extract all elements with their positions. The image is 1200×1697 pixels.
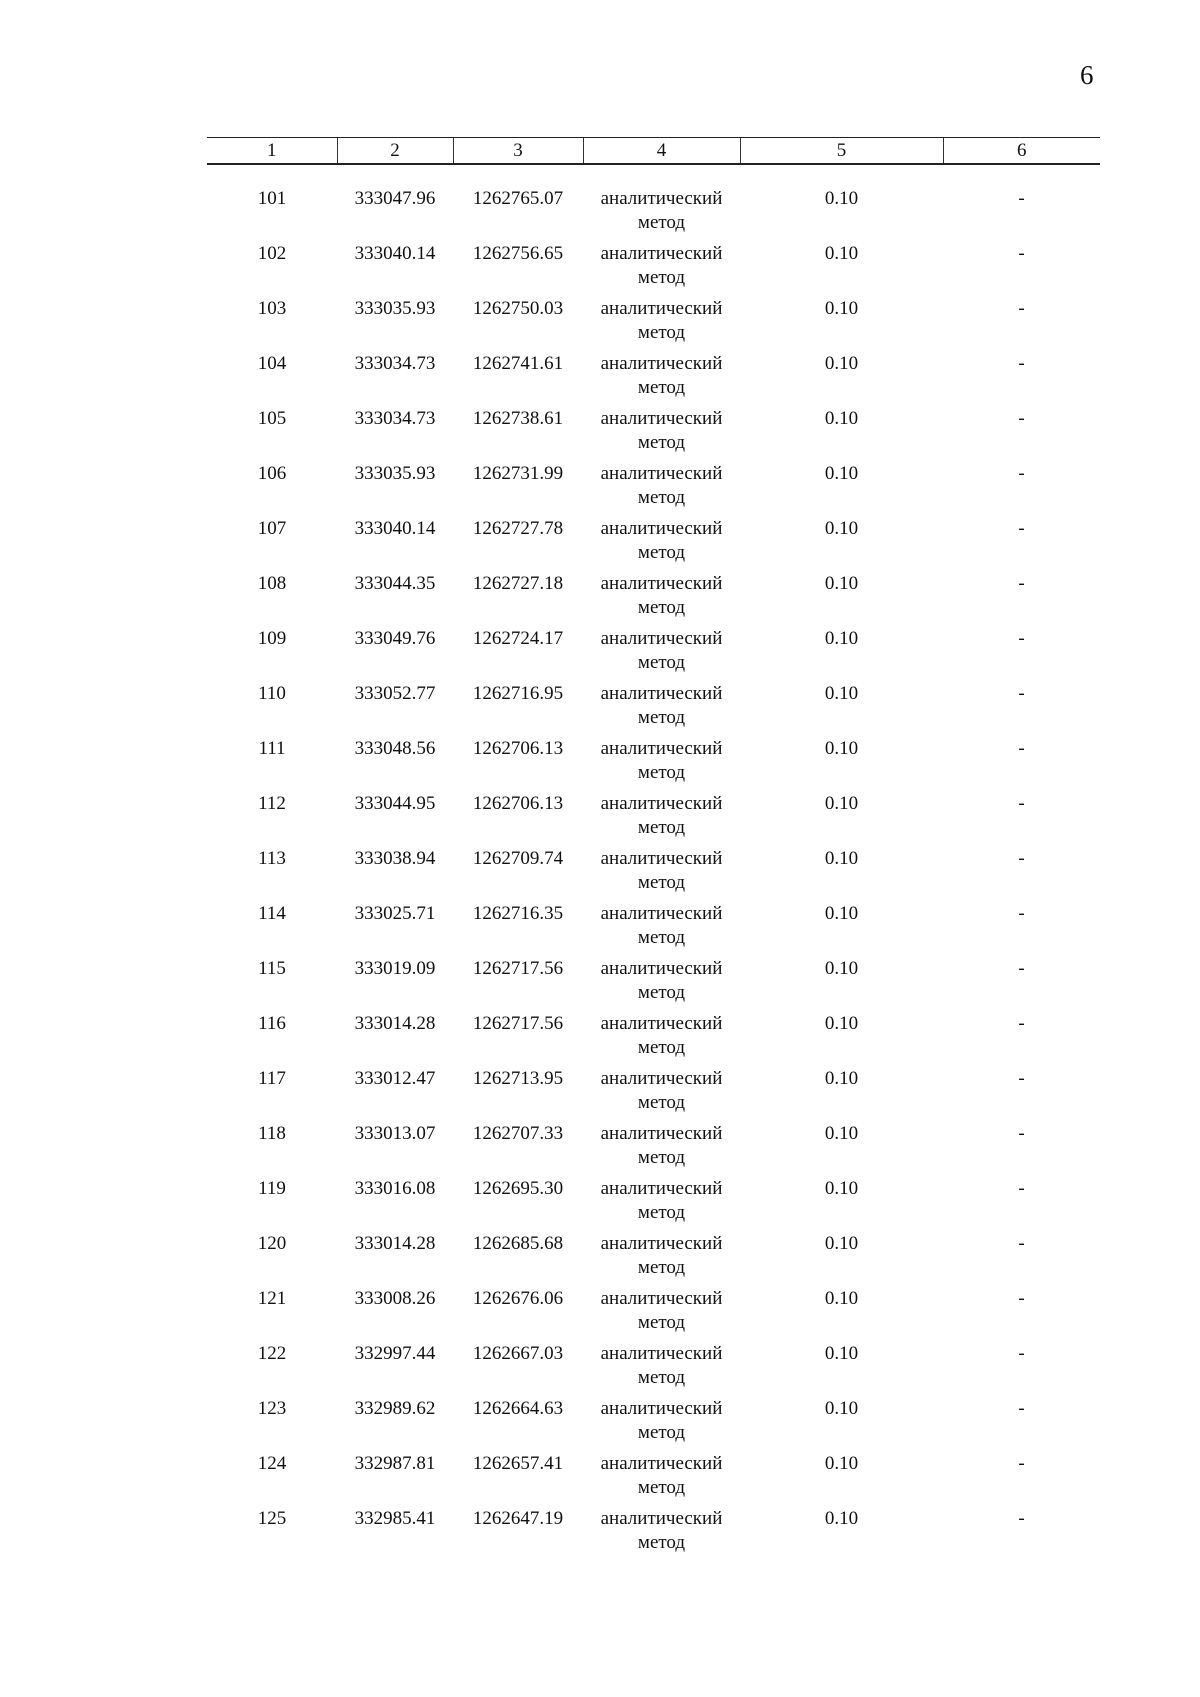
method-line-1: аналитический bbox=[600, 1233, 723, 1254]
accuracy-cell: 0.10 bbox=[824, 1508, 859, 1529]
method-line-2: метод bbox=[637, 872, 686, 893]
note-cell: - bbox=[1018, 958, 1025, 979]
point-number-cell: 102 bbox=[257, 243, 287, 264]
method-line-1: аналитический bbox=[600, 793, 723, 814]
note-cell: - bbox=[1018, 573, 1025, 594]
y-coordinate-cell: 1262727.78 bbox=[472, 518, 564, 539]
method-line-2: метод bbox=[637, 377, 686, 398]
method-line-2: метод bbox=[637, 1037, 686, 1058]
table-row bbox=[207, 627, 1100, 682]
accuracy-cell: 0.10 bbox=[824, 1123, 859, 1144]
method-line-1: аналитический bbox=[600, 573, 723, 594]
accuracy-cell: 0.10 bbox=[824, 1453, 859, 1474]
accuracy-cell: 0.10 bbox=[824, 243, 859, 264]
method-line-2: метод bbox=[637, 1202, 686, 1223]
method-cell bbox=[583, 1122, 740, 1177]
y-coordinate-cell: 1262706.13 bbox=[472, 738, 564, 759]
point-number-cell: 123 bbox=[257, 1398, 287, 1419]
method-line-1: аналитический bbox=[600, 1123, 723, 1144]
column-header: 5 bbox=[740, 138, 943, 165]
x-coordinate-cell: 332989.62 bbox=[354, 1398, 436, 1419]
method-line-1: аналитический bbox=[600, 1508, 723, 1529]
x-coordinate-cell: 333014.28 bbox=[354, 1233, 436, 1254]
method-cell bbox=[583, 682, 740, 737]
point-number-cell: 121 bbox=[257, 1288, 287, 1309]
method-line-1: аналитический bbox=[600, 188, 723, 209]
point-number-cell: 119 bbox=[258, 1178, 286, 1199]
method-cell bbox=[583, 1177, 740, 1232]
point-number-cell: 122 bbox=[257, 1343, 287, 1364]
page-number: 6 bbox=[1080, 60, 1094, 90]
method-cell bbox=[583, 1012, 740, 1067]
method-line-2: метод bbox=[637, 267, 686, 288]
x-coordinate-cell: 333016.08 bbox=[354, 1178, 436, 1199]
point-number-cell: 104 bbox=[257, 353, 287, 374]
point-number-cell: 114 bbox=[258, 903, 286, 924]
method-line-2: метод bbox=[637, 542, 686, 563]
method-line-2: метод bbox=[637, 762, 686, 783]
point-number-cell: 110 bbox=[258, 683, 286, 704]
method-line-1: аналитический bbox=[600, 1288, 723, 1309]
y-coordinate-cell: 1262765.07 bbox=[472, 188, 564, 209]
method-cell bbox=[583, 352, 740, 407]
accuracy-cell: 0.10 bbox=[824, 903, 859, 924]
method-line-1: аналитический bbox=[600, 243, 723, 264]
point-number-cell: 112 bbox=[258, 793, 286, 814]
method-line-2: метод bbox=[637, 652, 686, 673]
note-cell: - bbox=[1018, 738, 1025, 759]
table-row bbox=[207, 352, 1100, 407]
note-cell: - bbox=[1018, 1398, 1025, 1419]
table-row bbox=[207, 737, 1100, 792]
point-number-cell: 107 bbox=[257, 518, 287, 539]
note-cell: - bbox=[1018, 1013, 1025, 1034]
note-cell: - bbox=[1018, 1288, 1025, 1309]
x-coordinate-cell: 333040.14 bbox=[354, 243, 436, 264]
x-coordinate-cell: 333013.07 bbox=[354, 1123, 436, 1144]
column-header: 4 bbox=[583, 138, 740, 165]
table-row bbox=[207, 1012, 1100, 1067]
method-cell bbox=[583, 1507, 740, 1562]
y-coordinate-cell: 1262727.18 bbox=[472, 573, 564, 594]
note-cell: - bbox=[1018, 683, 1025, 704]
method-line-1: аналитический bbox=[600, 353, 723, 374]
method-line-1: аналитический bbox=[600, 1068, 723, 1089]
method-cell bbox=[583, 792, 740, 847]
y-coordinate-cell: 1262647.19 bbox=[472, 1508, 564, 1529]
y-coordinate-cell: 1262738.61 bbox=[472, 408, 564, 429]
note-cell: - bbox=[1018, 408, 1025, 429]
accuracy-cell: 0.10 bbox=[824, 298, 859, 319]
note-cell: - bbox=[1018, 243, 1025, 264]
accuracy-cell: 0.10 bbox=[824, 1178, 859, 1199]
table-row bbox=[207, 792, 1100, 847]
table-row bbox=[207, 1177, 1100, 1232]
x-coordinate-cell: 333019.09 bbox=[354, 958, 436, 979]
method-cell bbox=[583, 187, 740, 242]
x-coordinate-cell: 333052.77 bbox=[354, 683, 436, 704]
x-coordinate-cell: 332997.44 bbox=[354, 1343, 436, 1364]
x-coordinate-cell: 333012.47 bbox=[354, 1068, 436, 1089]
y-coordinate-cell: 1262724.17 bbox=[472, 628, 564, 649]
note-cell: - bbox=[1018, 848, 1025, 869]
point-number-cell: 111 bbox=[258, 738, 286, 759]
accuracy-cell: 0.10 bbox=[824, 353, 859, 374]
x-coordinate-cell: 333040.14 bbox=[354, 518, 436, 539]
y-coordinate-cell: 1262667.03 bbox=[472, 1343, 564, 1364]
x-coordinate-cell: 333048.56 bbox=[354, 738, 436, 759]
x-coordinate-cell: 333034.73 bbox=[354, 408, 436, 429]
point-number-cell: 120 bbox=[257, 1233, 287, 1254]
note-cell: - bbox=[1018, 1453, 1025, 1474]
method-line-1: аналитический bbox=[600, 463, 723, 484]
method-line-1: аналитический bbox=[600, 958, 723, 979]
point-number-cell: 115 bbox=[258, 958, 286, 979]
x-coordinate-cell: 333035.93 bbox=[354, 463, 436, 484]
table-row bbox=[207, 517, 1100, 572]
y-coordinate-cell: 1262741.61 bbox=[472, 353, 564, 374]
accuracy-cell: 0.10 bbox=[824, 463, 859, 484]
method-line-2: метод bbox=[637, 1257, 686, 1278]
method-cell bbox=[583, 407, 740, 462]
method-line-1: аналитический bbox=[600, 408, 723, 429]
accuracy-cell: 0.10 bbox=[824, 1068, 859, 1089]
note-cell: - bbox=[1018, 1343, 1025, 1364]
table-row bbox=[207, 1067, 1100, 1122]
x-coordinate-cell: 333035.93 bbox=[354, 298, 436, 319]
method-line-2: метод bbox=[637, 597, 686, 618]
y-coordinate-cell: 1262716.95 bbox=[472, 683, 564, 704]
method-line-2: метод bbox=[637, 1092, 686, 1113]
table-row bbox=[207, 902, 1100, 957]
y-coordinate-cell: 1262695.30 bbox=[472, 1178, 564, 1199]
y-coordinate-cell: 1262676.06 bbox=[472, 1288, 564, 1309]
method-cell bbox=[583, 297, 740, 352]
note-cell: - bbox=[1018, 628, 1025, 649]
method-line-1: аналитический bbox=[600, 298, 723, 319]
coordinates-table bbox=[207, 137, 1100, 1562]
point-number-cell: 125 bbox=[257, 1508, 287, 1529]
x-coordinate-cell: 332987.81 bbox=[354, 1453, 436, 1474]
method-cell bbox=[583, 627, 740, 682]
note-cell: - bbox=[1018, 1178, 1025, 1199]
accuracy-cell: 0.10 bbox=[824, 683, 859, 704]
table-row bbox=[207, 187, 1100, 242]
x-coordinate-cell: 333049.76 bbox=[354, 628, 436, 649]
point-number-cell: 109 bbox=[257, 628, 287, 649]
note-cell: - bbox=[1018, 463, 1025, 484]
accuracy-cell: 0.10 bbox=[824, 1288, 859, 1309]
accuracy-cell: 0.10 bbox=[824, 738, 859, 759]
method-line-2: метод bbox=[637, 707, 686, 728]
table-row bbox=[207, 1507, 1100, 1562]
method-cell bbox=[583, 957, 740, 1012]
y-coordinate-cell: 1262709.74 bbox=[472, 848, 564, 869]
method-line-1: аналитический bbox=[600, 848, 723, 869]
y-coordinate-cell: 1262750.03 bbox=[472, 298, 564, 319]
note-cell: - bbox=[1018, 188, 1025, 209]
accuracy-cell: 0.10 bbox=[824, 188, 859, 209]
table-row bbox=[207, 407, 1100, 462]
method-cell bbox=[583, 462, 740, 517]
note-cell: - bbox=[1018, 1123, 1025, 1144]
table-row bbox=[207, 1342, 1100, 1397]
y-coordinate-cell: 1262717.56 bbox=[472, 958, 564, 979]
column-header: 6 bbox=[943, 138, 1100, 165]
method-line-1: аналитический bbox=[600, 738, 723, 759]
point-number-cell: 118 bbox=[258, 1123, 286, 1144]
table-header-row bbox=[207, 138, 1100, 165]
table-row bbox=[207, 242, 1100, 297]
method-cell bbox=[583, 1452, 740, 1507]
method-cell bbox=[583, 737, 740, 792]
point-number-cell: 101 bbox=[257, 188, 287, 209]
point-number-cell: 124 bbox=[257, 1453, 287, 1474]
method-line-2: метод bbox=[637, 1312, 686, 1333]
accuracy-cell: 0.10 bbox=[824, 1013, 859, 1034]
note-cell: - bbox=[1018, 1233, 1025, 1254]
x-coordinate-cell: 333025.71 bbox=[354, 903, 436, 924]
method-line-2: метод bbox=[637, 927, 686, 948]
method-line-1: аналитический bbox=[600, 1398, 723, 1419]
method-line-1: аналитический bbox=[600, 628, 723, 649]
point-number-cell: 105 bbox=[257, 408, 287, 429]
y-coordinate-cell: 1262756.65 bbox=[472, 243, 564, 264]
table-row bbox=[207, 462, 1100, 517]
method-line-2: метод bbox=[637, 487, 686, 508]
method-cell bbox=[583, 1342, 740, 1397]
table-row bbox=[207, 1287, 1100, 1342]
point-number-cell: 103 bbox=[257, 298, 287, 319]
method-line-2: метод bbox=[637, 1422, 686, 1443]
point-number-cell: 113 bbox=[258, 848, 286, 869]
accuracy-cell: 0.10 bbox=[824, 793, 859, 814]
note-cell: - bbox=[1018, 298, 1025, 319]
column-header: 3 bbox=[453, 138, 583, 165]
column-header: 1 bbox=[207, 138, 337, 165]
accuracy-cell: 0.10 bbox=[824, 1233, 859, 1254]
table-row bbox=[207, 682, 1100, 737]
accuracy-cell: 0.10 bbox=[824, 958, 859, 979]
table-row bbox=[207, 297, 1100, 352]
method-line-2: метод bbox=[637, 1532, 686, 1553]
accuracy-cell: 0.10 bbox=[824, 628, 859, 649]
method-cell bbox=[583, 242, 740, 297]
note-cell: - bbox=[1018, 1508, 1025, 1529]
point-number-cell: 116 bbox=[258, 1013, 286, 1034]
method-line-1: аналитический bbox=[600, 1013, 723, 1034]
method-line-2: метод bbox=[637, 817, 686, 838]
method-cell bbox=[583, 847, 740, 902]
table-row bbox=[207, 1452, 1100, 1507]
method-cell bbox=[583, 1232, 740, 1287]
y-coordinate-cell: 1262685.68 bbox=[472, 1233, 564, 1254]
point-number-cell: 108 bbox=[257, 573, 287, 594]
method-line-2: метод bbox=[637, 1367, 686, 1388]
method-line-1: аналитический bbox=[600, 1343, 723, 1364]
y-coordinate-cell: 1262716.35 bbox=[472, 903, 564, 924]
note-cell: - bbox=[1018, 353, 1025, 374]
method-line-2: метод bbox=[637, 1477, 686, 1498]
y-coordinate-cell: 1262664.63 bbox=[472, 1398, 564, 1419]
x-coordinate-cell: 333044.35 bbox=[354, 573, 436, 594]
method-line-2: метод bbox=[637, 982, 686, 1003]
note-cell: - bbox=[1018, 518, 1025, 539]
method-line-1: аналитический bbox=[600, 1178, 723, 1199]
x-coordinate-cell: 332985.41 bbox=[354, 1508, 436, 1529]
note-cell: - bbox=[1018, 1068, 1025, 1089]
accuracy-cell: 0.10 bbox=[824, 1343, 859, 1364]
accuracy-cell: 0.10 bbox=[824, 573, 859, 594]
method-line-1: аналитический bbox=[600, 1453, 723, 1474]
method-cell bbox=[583, 572, 740, 627]
table-spacer bbox=[207, 164, 1100, 187]
x-coordinate-cell: 333047.96 bbox=[354, 188, 436, 209]
table-row bbox=[207, 1232, 1100, 1287]
x-coordinate-cell: 333008.26 bbox=[354, 1288, 436, 1309]
method-line-1: аналитический bbox=[600, 903, 723, 924]
note-cell: - bbox=[1018, 903, 1025, 924]
x-coordinate-cell: 333034.73 bbox=[354, 353, 436, 374]
accuracy-cell: 0.10 bbox=[824, 518, 859, 539]
point-number-cell: 117 bbox=[258, 1068, 286, 1089]
accuracy-cell: 0.10 bbox=[824, 408, 859, 429]
y-coordinate-cell: 1262717.56 bbox=[472, 1013, 564, 1034]
table-row bbox=[207, 847, 1100, 902]
y-coordinate-cell: 1262657.41 bbox=[472, 1453, 564, 1474]
method-cell bbox=[583, 1397, 740, 1452]
table-body bbox=[207, 164, 1100, 1562]
method-cell bbox=[583, 517, 740, 572]
method-cell bbox=[583, 1067, 740, 1122]
method-line-2: метод bbox=[637, 322, 686, 343]
column-header: 2 bbox=[337, 138, 453, 165]
method-cell bbox=[583, 902, 740, 957]
table-row bbox=[207, 572, 1100, 627]
table-row bbox=[207, 957, 1100, 1012]
y-coordinate-cell: 1262706.13 bbox=[472, 793, 564, 814]
method-line-1: аналитический bbox=[600, 518, 723, 539]
note-cell: - bbox=[1018, 793, 1025, 814]
accuracy-cell: 0.10 bbox=[824, 1398, 859, 1419]
y-coordinate-cell: 1262713.95 bbox=[472, 1068, 564, 1089]
x-coordinate-cell: 333038.94 bbox=[354, 848, 436, 869]
y-coordinate-cell: 1262731.99 bbox=[472, 463, 564, 484]
table-row bbox=[207, 1397, 1100, 1452]
y-coordinate-cell: 1262707.33 bbox=[472, 1123, 564, 1144]
method-line-1: аналитический bbox=[600, 683, 723, 704]
method-line-2: метод bbox=[637, 212, 686, 233]
method-line-2: метод bbox=[637, 1147, 686, 1168]
accuracy-cell: 0.10 bbox=[824, 848, 859, 869]
table-row bbox=[207, 1122, 1100, 1177]
point-number-cell: 106 bbox=[257, 463, 287, 484]
method-line-2: метод bbox=[637, 432, 686, 453]
x-coordinate-cell: 333044.95 bbox=[354, 793, 436, 814]
method-cell bbox=[583, 1287, 740, 1342]
x-coordinate-cell: 333014.28 bbox=[354, 1013, 436, 1034]
